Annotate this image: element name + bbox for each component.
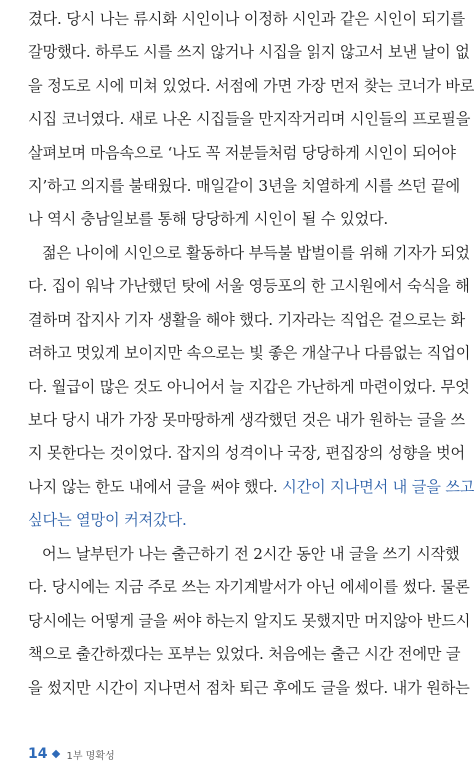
text-line: 갈망했다. 하루도 시를 쓰지 않거나 시집을 읽지 않고서 보낸 날이 없 — [28, 43, 470, 62]
text-line: 시집 코너였다. 새로 나온 시집들을 만지작거리며 시인들의 프로필을 — [28, 110, 471, 129]
text-line: 다. 당시에는 지금 주로 쓰는 자기계발서가 아닌 에세이를 썼다. 물론 — [28, 578, 470, 597]
highlighted-text: 싶다는 열망이 커져갔다. — [28, 511, 187, 530]
text-line — [28, 237, 470, 270]
paragraph-1 — [28, 3, 474, 237]
text-line: 려하고 멋있게 보이지만 속으로는 빛 좋은 개살구나 다름없는 직업이 — [28, 344, 471, 363]
text-line: 당시에는 어떻게 글을 써야 하는지 알지도 못했지만 머지않아 반드시 — [28, 611, 471, 630]
text-line: 다. 집이 워낙 가난했던 탓에 서울 영등포의 한 고시원에서 숙식을 해 — [28, 277, 470, 296]
text-line — [28, 538, 460, 571]
text-line: 보다 당시 내가 가장 못마땅하게 생각했던 것은 내가 원하는 글을 쓰 — [28, 410, 465, 429]
text-line: 결하며 잡지사 기자 생활을 해야 했다. 기자라는 직업은 겉으로는 화 — [28, 310, 465, 329]
paragraph-3 — [28, 538, 471, 705]
text-line-content: 나지 않는 한도 내에서 글을 써야 했다. — [28, 477, 278, 496]
paragraph-2 — [28, 237, 474, 538]
text-line: 을 정도로 시에 미쳐 있었다. 서점에 가면 가장 먼저 찾는 코너가 바로 — [28, 76, 474, 95]
text-line: 책으로 출간하겠다는 포부는 있었다. 처음에는 출근 시간 전에만 글 — [28, 645, 461, 664]
page-footer — [28, 746, 115, 762]
diamond-icon — [52, 750, 60, 758]
text-line: 겼다. 당시 나는 류시화 시인이나 이정하 시인과 같은 시인이 되기를 — [28, 10, 465, 28]
text-line — [28, 471, 474, 504]
text-line: 을 썼지만 시간이 지나면서 점차 퇴근 후에도 글을 썼다. 내가 원하는 — [28, 678, 470, 697]
text-line — [28, 504, 448, 537]
text-line: 지’하고 의지를 불태웠다. 매일같이 3년을 치열하게 시를 쓰던 끝에 — [28, 176, 460, 195]
text-line: 다. 월급이 많은 것도 아니어서 늘 지갑은 가난하게 마련이었다. 무엇 — [28, 377, 470, 396]
highlighted-text: 시간이 지나면서 내 글을 쓰고 — [282, 477, 474, 496]
text-line-content: 어느 날부턴가 나는 출근하기 전 2시간 동안 내 글을 쓰기 시작했 — [42, 545, 460, 563]
text-line: 나 역시 충남일보를 통해 당당하게 시인이 될 수 있었다. — [28, 210, 389, 229]
section-label: 1부 명확성 — [66, 750, 115, 762]
text-line: 지 못한다는 것이었다. 잡지의 성격이나 국장, 편집장의 성향을 벗어 — [28, 444, 465, 463]
text-line: 살펴보며 마음속으로 ‘나도 꼭 저분들처럼 당당하게 시인이 되어야 — [28, 143, 456, 162]
page-number: 14 — [28, 746, 48, 762]
text-line-content: 젊은 나이에 시인으로 활동하다 부득불 밥벌이를 위해 기자가 되었 — [42, 244, 470, 262]
